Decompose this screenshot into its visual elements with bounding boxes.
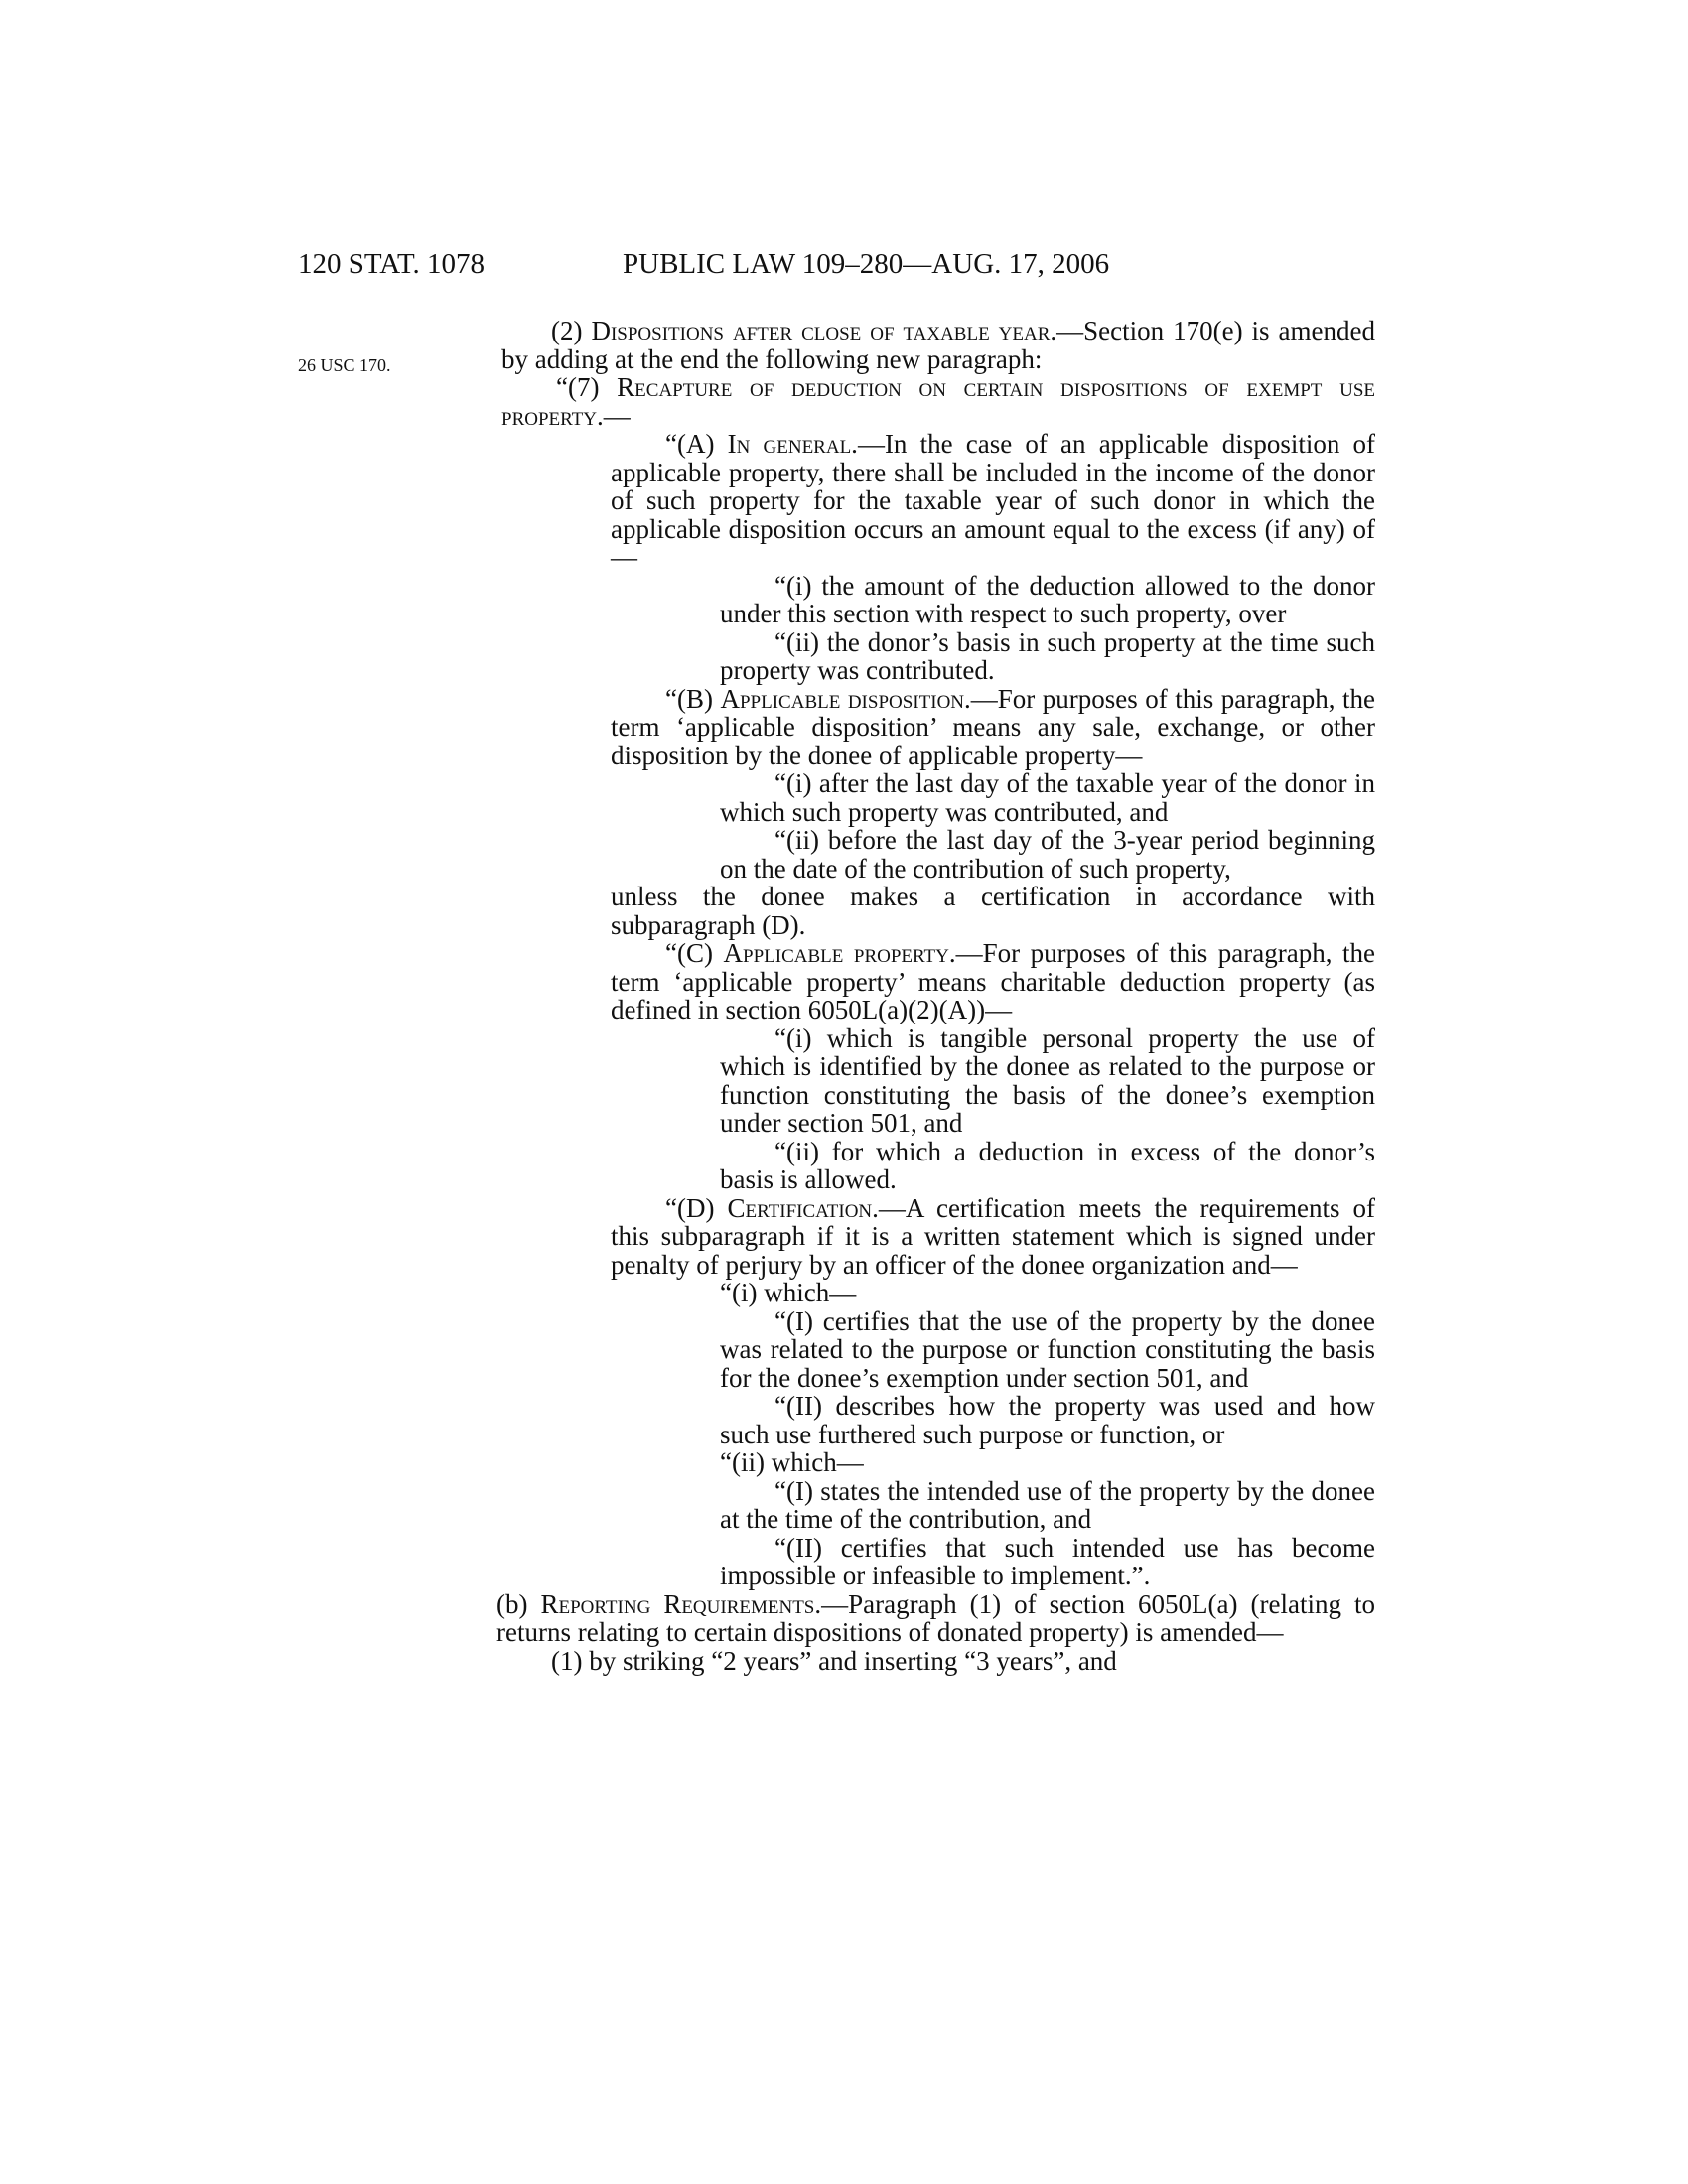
clause-d-i: “(i) which—: [720, 1278, 857, 1307]
paragraph-heading: Certification.: [727, 1192, 879, 1223]
paragraph-text: —In the case of an applicable disposition of applicable property, there shall be included in the income of the donor of such property for the taxable year of such donor in which the applicable disposition occurs an amount equal to the excess (if any) of—: [611, 429, 1375, 572]
paragraph-text: —A certification meets the requirements of this subparagraph if it is a written statement which is signed under penalty of perjury by an officer of the donee organization and—: [611, 1192, 1375, 1280]
margin-citation: 26 USC 170.: [298, 355, 391, 375]
paragraph-heading: Applicable disposition.: [720, 683, 971, 714]
subparagraph-b: [501, 685, 1375, 770]
subclause-d-i-I: “(I) certifies that the use of the property by the donee was related to the purpose or function constituting the basis for the donee’s exemption under section 501, and: [720, 1305, 1375, 1393]
clause-a-i: “(i) the amount of the deduction allowed to the donor under this section with respect to such property, over: [720, 570, 1375, 628]
paragraph-7: [501, 373, 1375, 430]
subsection-b-1: (1) by striking “2 years” and inserting “3 years”, and: [551, 1645, 1117, 1676]
clause-b-ii: “(ii) before the last day of the 3-year period beginning on the date of the contribution of such property,: [720, 825, 1375, 884]
paragraph-label: (2): [551, 316, 592, 345]
paragraph-heading: In general.: [727, 429, 858, 459]
paragraph-label: (b): [496, 1588, 541, 1619]
statute-page-number: 120 STAT. 1078: [298, 248, 486, 280]
subparagraph-c: [501, 939, 1375, 1024]
subparagraph-d: [501, 1194, 1375, 1280]
paragraph-heading: Reporting Requirements.: [540, 1588, 822, 1619]
subclause-d-i-II: “(II) describes how the property was used and how such use furthered such purpose or function, or: [720, 1391, 1375, 1449]
paragraph-2: [501, 317, 1375, 373]
clause-c-i: “(i) which is tangible personal property the use of which is identified by the donee as related to the purpose or function constituting the basis of the donee’s exemption under section 501, and: [720, 1023, 1375, 1138]
paragraph-text: —: [603, 400, 631, 431]
public-law-title: PUBLIC LAW 109–280—AUG. 17, 2006: [623, 248, 1110, 280]
paragraph-label: “(7): [556, 372, 618, 402]
subsection-b: [496, 1590, 1375, 1647]
subclause-d-ii-I: “(I) states the intended use of the property by the donee at the time of the contribution, and: [720, 1475, 1375, 1534]
paragraph-heading: Applicable property.: [723, 938, 956, 968]
subparagraph-b-tail: unless the donee makes a certification in accordance with subparagraph (D).: [611, 882, 1375, 940]
subparagraph-a: [501, 430, 1375, 572]
paragraph-heading: Recapture of deduction on certain dispositions of exempt use property.: [501, 372, 1375, 431]
clause-b-i: “(i) after the last day of the taxable year of the donor in which such property was contributed, and: [720, 768, 1375, 827]
clause-d-ii: “(ii) which—: [720, 1447, 864, 1477]
document-body: [496, 316, 1375, 1676]
subclause-d-ii-II: “(II) certifies that such intended use has become impossible or infeasible to implement.”.: [720, 1532, 1375, 1590]
paragraph-label: “(D): [665, 1192, 728, 1223]
paragraph-label: “(B): [665, 683, 721, 714]
paragraph-label: “(A): [665, 429, 728, 459]
clause-a-ii: “(ii) the donor’s basis in such property at the time such property was contributed.: [720, 626, 1375, 685]
clause-c-ii: “(ii) for which a deduction in excess of the donor’s basis is allowed.: [720, 1136, 1375, 1194]
paragraph-text: —Section 170(e) is amended by adding at the end the following new paragraph:: [501, 316, 1375, 374]
paragraph-text: —For purposes of this paragraph, the term ‘applicable disposition’ means any sale, exchange, or other disposition by the donee of applicable property—: [611, 683, 1375, 770]
paragraph-label: “(C): [665, 938, 724, 968]
paragraph-text: —Paragraph (1) of section 6050L(a) (relating to returns relating to certain dispositions of donated property) is amended—: [496, 1588, 1375, 1647]
paragraph-text: —For purposes of this paragraph, the term ‘applicable property’ means charitable deduction property (as defined in section 6050L(a)(2)(A))—: [611, 938, 1375, 1024]
paragraph-heading: Dispositions after close of taxable year.: [591, 316, 1057, 345]
